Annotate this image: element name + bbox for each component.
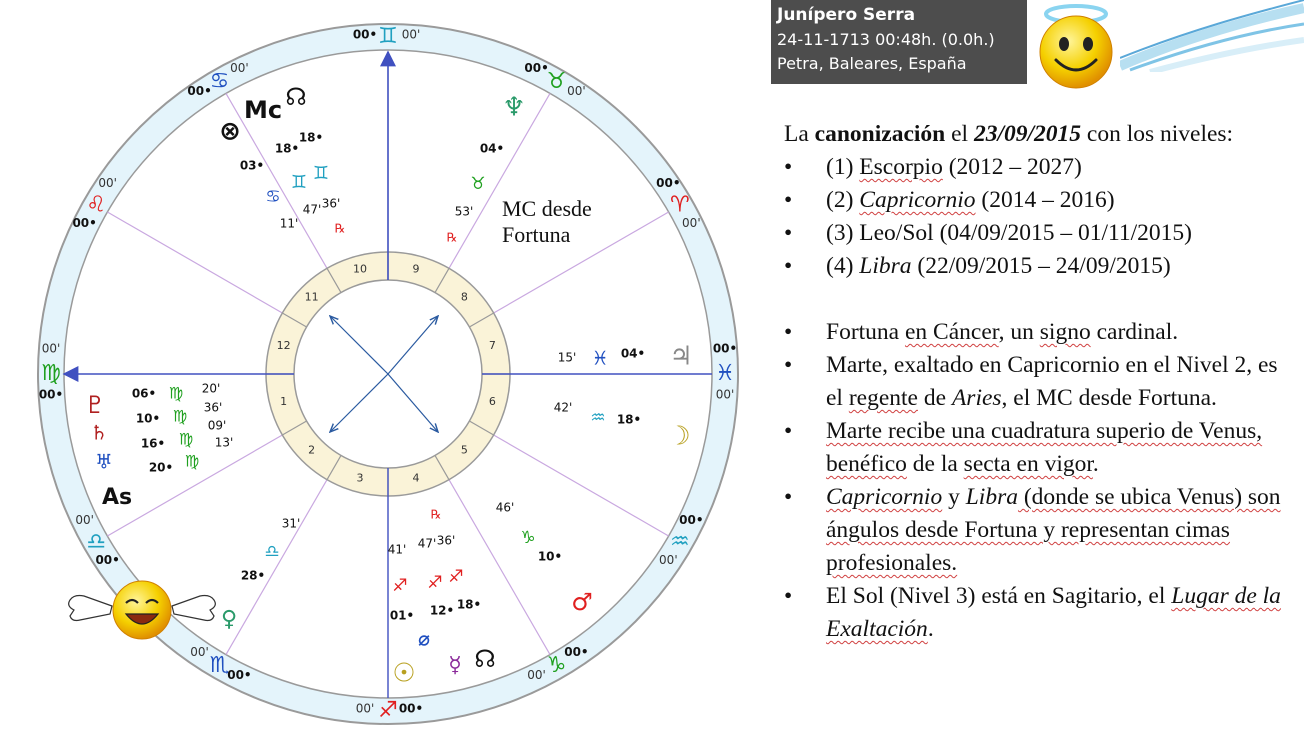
planet-glyph-label: ♒ (590, 408, 606, 428)
planet-glyph-label: ♅ (95, 449, 113, 474)
planet-glyph-label: 36' (321, 196, 341, 211)
house-number: 8 (460, 290, 468, 304)
planet-glyph-label: 13' (214, 435, 234, 450)
house-number: 12 (276, 339, 291, 353)
planet-glyph-label: 11' (279, 216, 299, 231)
planet-glyph-label: ☽ (667, 421, 691, 452)
planet-glyph-label: 42' (553, 400, 573, 415)
bullet-angulos: • Capricornio y Libra (donde se ubica Venus) son ángulos desde Fortuna y representan cimas profesionales. (784, 481, 1300, 580)
house-number: 4 (412, 471, 420, 485)
cusp-degree-label: 00• (656, 176, 681, 191)
zodiac-sign-icon: ♏ (209, 652, 230, 678)
mc-desde-fortuna-label (502, 196, 592, 248)
house-number: 1 (280, 394, 288, 408)
planet-glyph-label: ℞ (430, 507, 442, 522)
planet-glyph-label: ℞ (446, 230, 458, 245)
cusp-degree-label: 00• (524, 61, 549, 76)
planet-glyph-label: ☉ (392, 658, 416, 689)
planet-glyph-label: 16• (140, 436, 166, 451)
planet-glyph-label: 06• (131, 386, 157, 401)
planet-glyph-label: ☊ (474, 645, 496, 673)
planet-glyph-label: 28• (240, 568, 266, 583)
planet-glyph-label: 36' (203, 400, 223, 415)
planet-glyph-label: 41' (387, 542, 407, 557)
planet-glyph-label: 20• (148, 460, 174, 475)
planet-glyph-label: ♆ (502, 92, 526, 123)
planet-glyph-label: 12• (429, 603, 455, 618)
planet-glyph-label: ♐ (427, 573, 443, 593)
cusp-degree-label: 00• (679, 513, 704, 528)
cusp-degree-label: 00• (187, 84, 212, 99)
birth-date: 24-11-1713 00:48h. (0.0h.) (777, 30, 995, 49)
planet-glyph-label: 18• (616, 412, 642, 427)
cusp-degree-label: 00• (712, 341, 738, 356)
planet-glyph-label: ♀ (220, 607, 238, 632)
cusp-minute-label: 00' (659, 552, 678, 567)
zodiac-sign-icon: ♒ (669, 529, 690, 555)
planet-glyph-label: ♓ (591, 347, 609, 370)
cusp-minute-label: 00' (41, 341, 61, 356)
cusp-degree-label: 00• (227, 667, 252, 682)
planet-glyph-label: 10• (537, 549, 563, 564)
cusp-minute-label: 00' (355, 701, 375, 716)
cusp-minute-label: 00' (190, 644, 209, 659)
planet-glyph-label: ♃ (669, 341, 693, 372)
planet-glyph-label: ♊ (312, 163, 330, 184)
birth-place: Petra, Baleares, España (777, 54, 967, 73)
planet-glyph-label: ♇ (84, 391, 106, 419)
planet-glyph-label: ☿ (448, 653, 462, 678)
cusp-minute-label: 00' (98, 176, 117, 191)
planet-glyph-label: ♄ (90, 420, 108, 445)
planet-glyph-label: 36' (436, 533, 456, 548)
zodiac-sign-icon: ♊ (378, 24, 398, 49)
planet-glyph-label: 18• (456, 597, 482, 612)
zodiac-sign-icon: ♋ (209, 69, 230, 95)
planet-glyph-label: ⊗ (219, 116, 241, 147)
house-number: 3 (356, 471, 364, 485)
bullet-level-1: • (1) Escorpio (2012 – 2027) (784, 151, 1300, 184)
cusp-minute-label: 00' (230, 61, 249, 76)
house-number: 11 (304, 290, 319, 304)
halo-smiley-icon (1030, 0, 1122, 92)
intro-paragraph: La canonización el 23/09/2015 con los niveles: (784, 121, 1234, 147)
info-box (771, 0, 1027, 84)
planet-glyph-label: As (101, 485, 133, 510)
bullet-level-4: • (4) Libra (22/09/2015 – 24/09/2015) (784, 250, 1300, 283)
decorative-swooshes (1120, 0, 1304, 72)
bullet-marte-exaltado: • Marte, exaltado en Capricornio en el Nivel 2, es el regente de Aries, el MC desde Fortuna. (784, 349, 1300, 415)
planet-glyph-label: 01• (389, 608, 415, 623)
cusp-minute-label: 00' (527, 667, 546, 682)
bullet-sol: • El Sol (Nivel 3) está en Sagitario, el Lugar de la Exaltación. (784, 580, 1300, 646)
zodiac-sign-icon: ♓ (715, 361, 735, 386)
planet-glyph-label: Mc (243, 96, 283, 124)
zodiac-sign-icon: ♉ (546, 69, 567, 95)
planet-glyph-label: ♂ (571, 588, 593, 616)
planet-glyph-label: ♐ (392, 576, 408, 596)
chart-label-line2: Fortuna (502, 222, 571, 247)
house-number: 10 (353, 262, 368, 276)
cusp-degree-label: 00• (564, 644, 589, 659)
planet-glyph-label: ♉ (470, 174, 486, 194)
planet-glyph-label: ℞ (334, 221, 346, 236)
cusp-minute-label: 00' (682, 215, 701, 230)
zodiac-sign-icon: ♎ (86, 529, 107, 555)
planet-glyph-label: 31' (281, 516, 301, 531)
cusp-degree-label: 00• (72, 215, 97, 230)
bullet-marte-cuadratura: • Marte recibe una cuadratura superio de Venus, benéfico de la secta en vigor. (784, 415, 1300, 481)
house-number: 5 (460, 443, 468, 457)
planet-glyph-label: ♍ (178, 429, 194, 449)
cusp-minute-label: 00' (715, 387, 735, 402)
planet-glyph-label: 53' (454, 204, 474, 219)
planet-glyph-label: ♑ (520, 528, 536, 548)
cusp-minute-label: 00' (401, 27, 421, 42)
cusp-minute-label: 00' (75, 513, 94, 528)
bullet-fortuna: • Fortuna en Cáncer, un signo cardinal. (784, 316, 1300, 349)
planet-glyph-label: 47' (302, 202, 322, 217)
planet-glyph-label: 18• (274, 141, 300, 156)
bullet-level-3: • (3) Leo/Sol (04/09/2015 – 01/11/2015) (784, 217, 1300, 250)
planet-glyph-label: 47' (417, 536, 437, 551)
chart-label-line1: MC desde (502, 196, 592, 221)
house-number: 6 (488, 394, 496, 408)
planet-glyph-label: 09' (207, 418, 227, 433)
planet-glyph-label: ☊ (285, 83, 307, 111)
zodiac-sign-icon: ♌ (86, 192, 107, 218)
planet-glyph-label: 04• (479, 141, 505, 156)
planet-glyph-label: 10• (135, 411, 161, 426)
cusp-degree-label: 00• (352, 27, 378, 42)
planet-glyph-label: 46' (495, 500, 515, 515)
planet-glyph-label: ♍ (172, 406, 188, 426)
house-number: 2 (308, 443, 316, 457)
cusp-degree-label: 00• (38, 387, 64, 402)
cusp-degree-label: 00• (95, 552, 120, 567)
planet-glyph-label: 03• (239, 158, 265, 173)
house-number: 7 (488, 339, 496, 353)
planet-glyph-label: ♐ (448, 567, 464, 587)
bullet-level-2: • (2) Capricornio (2014 – 2016) (784, 184, 1300, 217)
planet-glyph-label: 20' (201, 381, 221, 396)
planet-glyph-label: 15' (557, 350, 577, 365)
person-name: Junípero Serra (777, 5, 916, 25)
house-number: 9 (412, 262, 420, 276)
zodiac-sign-icon: ♑ (546, 652, 567, 678)
zodiac-sign-icon: ♈ (669, 192, 690, 218)
zodiac-sign-icon: ♐ (378, 698, 398, 723)
cusp-minute-label: 00' (567, 84, 586, 99)
planet-glyph-label: ♍ (168, 383, 184, 403)
planet-glyph-label: ♊ (290, 172, 308, 193)
cusp-degree-label: 00• (398, 701, 424, 716)
planet-glyph-label: ⌀ (417, 626, 431, 651)
planet-glyph-label: ♎ (264, 542, 280, 562)
planet-glyph-label: 04• (620, 346, 646, 361)
planet-glyph-label: ♍ (184, 451, 200, 471)
planet-glyph-label: 18• (298, 130, 324, 145)
text-panel (784, 118, 1300, 646)
zodiac-sign-icon: ♍ (41, 361, 61, 386)
planet-glyph-label: ♋ (265, 187, 281, 207)
